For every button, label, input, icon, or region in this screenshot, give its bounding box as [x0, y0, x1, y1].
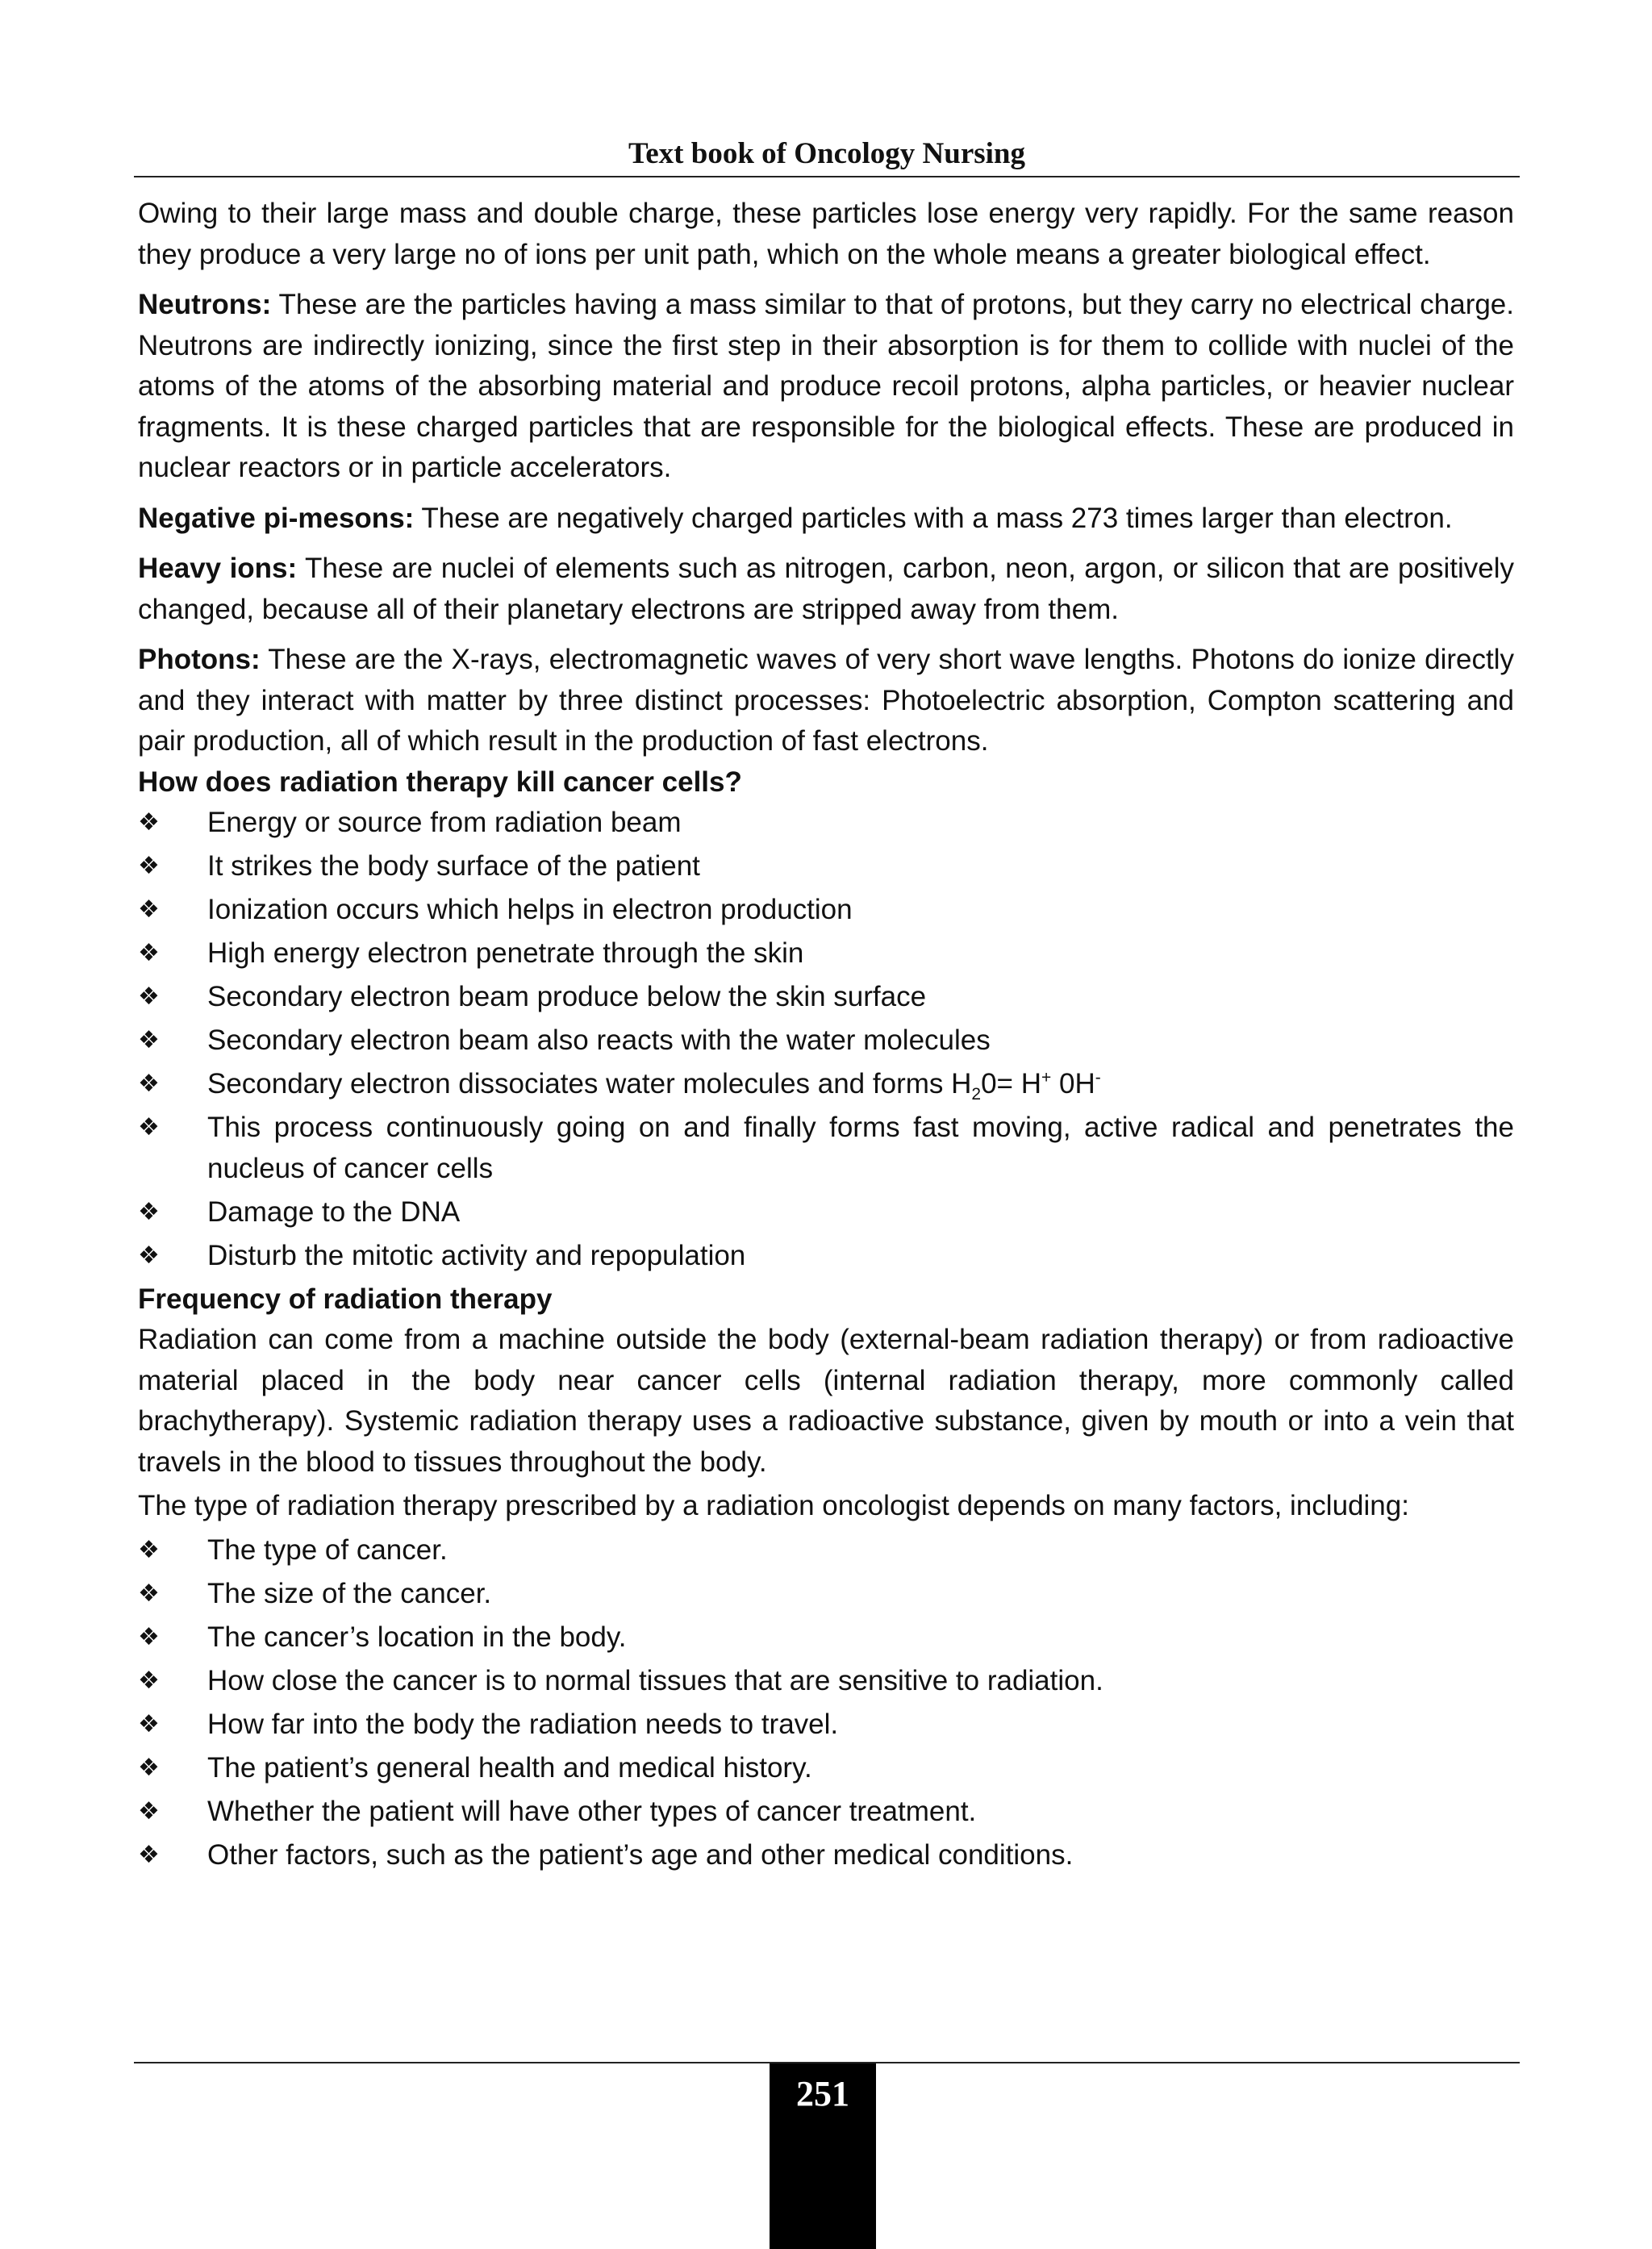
- neutrons-paragraph: [138, 285, 1514, 489]
- header-rule: [134, 176, 1520, 177]
- factors-bullet-list: [138, 1530, 1514, 1876]
- list-item: ❖ Disturb the mitotic activity and repopulation: [138, 1236, 1514, 1277]
- pi-mesons-term: Negative pi-mesons:: [138, 502, 415, 534]
- kill-section-heading: How does radiation therapy kill cancer cells?: [138, 766, 742, 798]
- pi-mesons-text: These are negatively charged particles with a mass 273 times larger than electron.: [414, 502, 1453, 534]
- bullet-diamond-icon: ❖: [138, 1536, 160, 1563]
- bullet-diamond-icon: ❖: [138, 1754, 160, 1781]
- bullet-diamond-icon: ❖: [138, 1114, 160, 1141]
- bullet-diamond-icon: ❖: [138, 940, 160, 966]
- list-item: ❖ Damage to the DNA: [138, 1192, 1514, 1233]
- frequency-section-heading: Frequency of radiation therapy: [138, 1283, 553, 1315]
- list-item: ❖ How close the cancer is to normal tissues that are sensitive to radiation.: [138, 1661, 1514, 1702]
- photons-term: Photons:: [138, 644, 261, 675]
- list-item: ❖ It strikes the body surface of the patient: [138, 846, 1514, 887]
- bullet-diamond-icon: ❖: [138, 1027, 160, 1054]
- list-item: ❖ The cancer’s location in the body.: [138, 1617, 1514, 1659]
- heavy-ions-text: These are nuclei of elements such as nitrogen, carbon, neon, argon, or silicon that are positively changed, because all of their planetary electrons are stripped away from them.: [138, 553, 1514, 625]
- list-item: ❖ This process continuously going on and finally forms fast moving, active radical and penetrates the nucleus of cancer cells: [138, 1108, 1514, 1189]
- bullet-diamond-icon: ❖: [138, 983, 160, 1010]
- list-item-formula: ❖ Secondary electron dissociates water molecules and forms $H_20= H^+$ 0H-: [138, 1064, 1514, 1105]
- list-item: ❖ Secondary electron beam produce below the skin surface: [138, 977, 1514, 1018]
- bullet-diamond-icon: ❖: [138, 809, 160, 836]
- bullet-diamond-icon: ❖: [138, 896, 160, 923]
- bullet-diamond-icon: ❖: [138, 1623, 160, 1650]
- list-item: ❖ Energy or source from radiation beam: [138, 803, 1514, 844]
- bullet-diamond-icon: ❖: [138, 1841, 160, 1868]
- list-item: ❖ How far into the body the radiation needs to travel.: [138, 1704, 1514, 1746]
- list-item: ❖ Whether the patient will have other types of cancer treatment.: [138, 1792, 1514, 1833]
- bullet-diamond-icon: ❖: [138, 1241, 160, 1269]
- list-item: ❖ The type of cancer.: [138, 1530, 1514, 1571]
- bullet-diamond-icon: ❖: [138, 1667, 160, 1694]
- intro-paragraph: Owing to their large mass and double charge, these particles lose energy very rapidly. For the same reason they produce a very large no of ions per unit path, which on the whole means a greater biological effect.: [138, 198, 1514, 270]
- photons-text: These are the X-rays, electromagnetic waves of very short wave lengths. Photons do ionize directly and they interact with matter by three distinct processes: Photoelectric absorption, Compton scattering and pair production, all of which result in the production of fast electrons.: [138, 644, 1514, 757]
- photons-paragraph: [138, 640, 1514, 762]
- bullet-diamond-icon: ❖: [138, 1070, 160, 1097]
- pi-mesons-paragraph: [138, 499, 1514, 540]
- list-item: ❖ Other factors, such as the patient’s age and other medical conditions.: [138, 1835, 1514, 1876]
- page-body: [138, 194, 1514, 1879]
- kill-bullet-list: [138, 803, 1514, 1276]
- heavy-ions-term: Heavy ions:: [138, 553, 298, 584]
- list-item: ❖ Secondary electron beam also reacts with the water molecules: [138, 1020, 1514, 1062]
- bullet-diamond-icon: ❖: [138, 1710, 160, 1738]
- bullet-diamond-icon: ❖: [138, 1198, 160, 1225]
- list-item: ❖ Ionization occurs which helps in electron production: [138, 890, 1514, 931]
- heavy-ions-paragraph: [138, 549, 1514, 630]
- page-header-title: Text book of Oncology Nursing: [628, 137, 1026, 170]
- page-number: 251: [770, 2063, 876, 2249]
- frequency-paragraph-1: Radiation can come from a machine outside the body (external-beam radiation therapy) or from radioactive material placed in the body near cancer cells (internal radiation therapy, more commonly called brachytherapy). Systemic radiation therapy uses a radioactive substance, given by mouth or into a vein that travels in the blood to tissues throughout the body.: [138, 1324, 1514, 1478]
- list-item: ❖ High energy electron penetrate through the skin: [138, 933, 1514, 974]
- neutrons-term: Neutrons:: [138, 289, 272, 320]
- frequency-paragraph-2: The type of radiation therapy prescribed by a radiation oncologist depends on many factors, including:: [138, 1490, 1409, 1521]
- bullet-diamond-icon: ❖: [138, 1797, 160, 1825]
- neutrons-text: These are the particles having a mass similar to that of protons, but they carry no electrical charge. Neutrons are indirectly ionizing, since the first step in their absorption is for them to collide with nuclei of the atoms of the atoms of the absorbing material and produce recoil protons, alpha particles, or heavier nuclear fragments. It is these charged particles that are responsible for the biological effects. These are produced in nuclear reactors or in particle accelerators.: [138, 289, 1514, 483]
- bullet-diamond-icon: ❖: [138, 853, 160, 879]
- bullet-diamond-icon: ❖: [138, 1579, 160, 1607]
- list-item: ❖ The patient’s general health and medical history.: [138, 1748, 1514, 1789]
- list-item: ❖ The size of the cancer.: [138, 1574, 1514, 1615]
